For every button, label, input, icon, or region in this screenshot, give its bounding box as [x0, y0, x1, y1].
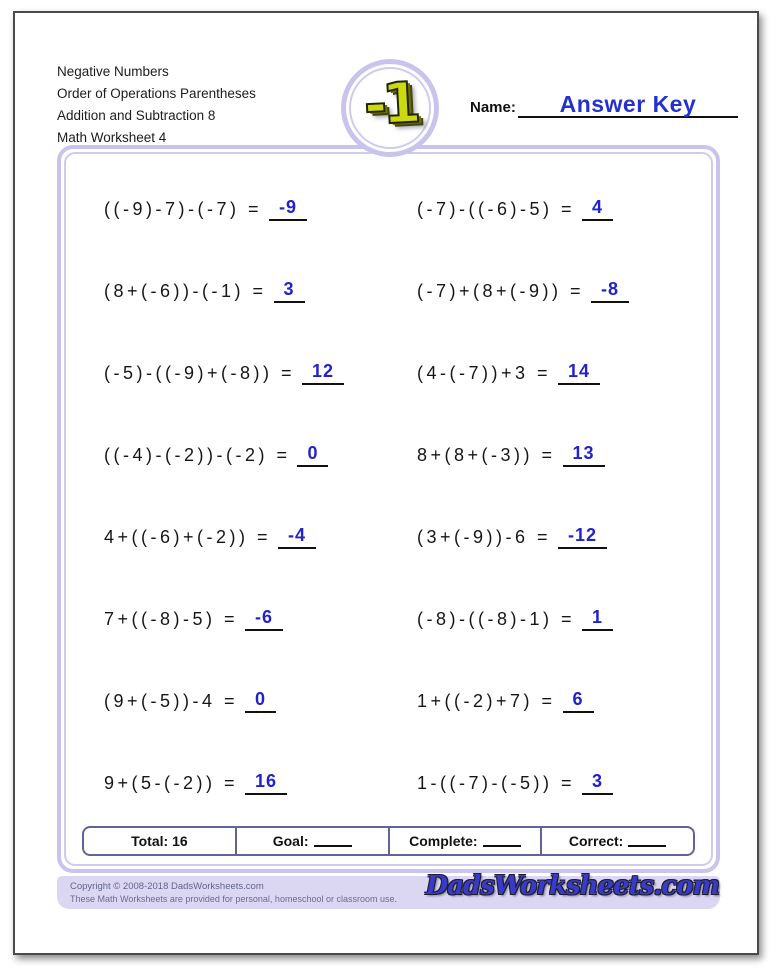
correct-label: Correct: [568, 833, 624, 849]
problem-3-left [66, 332, 388, 414]
problem-6-right [388, 578, 711, 660]
problem-expression: ((-4)-(-2))-(-2) = [104, 444, 291, 465]
problem-answer: 16 [245, 771, 287, 795]
problem-answer: -12 [558, 525, 607, 549]
problem-answer: -9 [269, 197, 307, 221]
problem-7-left [66, 660, 388, 742]
complete-cell [388, 828, 541, 854]
problem-3-right [388, 332, 711, 414]
problem-answer: 1 [582, 607, 613, 631]
problem-4-right [388, 414, 711, 496]
problem-answer: 3 [274, 279, 305, 303]
problem-answer: 0 [245, 689, 276, 713]
problem-expression: 8+(8+(-3)) = [417, 444, 556, 465]
problem-expression: (-5)-((-9)+(-8)) = [104, 362, 295, 383]
title-line-topic: Negative Numbers [57, 64, 169, 79]
goal-blank [314, 835, 352, 847]
worksheet-page [13, 11, 759, 955]
name-label: Name: [470, 99, 516, 116]
negative-one-logo [341, 59, 439, 157]
problem-answer: 4 [582, 197, 613, 221]
usage-line: These Math Worksheets are provided for personal, homeschool or classroom use. [70, 894, 397, 904]
problem-answer: 0 [297, 443, 328, 467]
problem-expression: 9+(5-(-2)) = [104, 772, 239, 793]
total-label: Total: 16 [131, 833, 188, 849]
problem-answer: -8 [591, 279, 629, 303]
negative-one-icon: -1 [362, 70, 418, 139]
answer-key-text: Answer Key [559, 91, 697, 117]
problem-expression: (-7)+(8+(-9)) = [417, 280, 585, 301]
problems-box-inner [64, 152, 713, 866]
problem-2-right [388, 250, 711, 332]
problem-5-right [388, 496, 711, 578]
goal-label: Goal: [272, 833, 309, 849]
problem-7-right [388, 660, 711, 742]
problem-5-left [66, 496, 388, 578]
problem-expression: (3+(-9))-6 = [417, 526, 552, 547]
correct-cell [540, 828, 693, 854]
correct-blank [628, 835, 666, 847]
problem-answer: 6 [563, 689, 594, 713]
problem-answer: 12 [302, 361, 344, 385]
worksheet-title-block [57, 61, 256, 149]
problem-answer: -6 [245, 607, 283, 631]
problem-1-right [388, 168, 711, 250]
problem-expression: 4+((-6)+(-2)) = [104, 526, 272, 547]
problem-expression: (4-(-7))+3 = [417, 362, 552, 383]
complete-label: Complete: [409, 833, 478, 849]
problem-1-left [66, 168, 388, 250]
problems-grid [66, 168, 711, 824]
problem-2-left [66, 250, 388, 332]
problem-6-left [66, 578, 388, 660]
problem-8-right [388, 742, 711, 824]
title-line-subtopic: Order of Operations Parentheses [57, 86, 256, 101]
problem-answer: 13 [563, 443, 605, 467]
title-line-number: Math Worksheet 4 [57, 130, 167, 145]
problem-expression: ((-9)-7)-(-7) = [104, 198, 262, 219]
problem-expression: 1+((-2)+7) = [417, 690, 556, 711]
dadsworksheets-logo: DadsWorksheets.com [425, 871, 719, 901]
problem-4-left [66, 414, 388, 496]
problems-box [57, 145, 720, 873]
complete-blank [483, 835, 521, 847]
name-blank-line [518, 89, 738, 118]
problem-expression: (-7)-((-6)-5) = [417, 198, 575, 219]
problem-expression: (8+(-6))-(-1) = [104, 280, 267, 301]
title-line-set: Addition and Subtraction 8 [57, 108, 216, 123]
copyright-line: Copyright © 2008-2018 DadsWorksheets.com [70, 881, 264, 892]
goal-cell [235, 828, 388, 854]
name-row [470, 89, 738, 118]
problem-expression: 7+((-8)-5) = [104, 608, 239, 629]
problem-answer: 14 [558, 361, 600, 385]
problem-expression: (-8)-((-8)-1) = [417, 608, 575, 629]
problem-expression: 1-((-7)-(-5)) = [417, 772, 575, 793]
problem-answer: 3 [582, 771, 613, 795]
problem-expression: (9+(-5))-4 = [104, 690, 239, 711]
score-summary-table [82, 826, 695, 856]
total-cell [84, 828, 235, 854]
problem-answer: -4 [278, 525, 316, 549]
problem-8-left [66, 742, 388, 824]
